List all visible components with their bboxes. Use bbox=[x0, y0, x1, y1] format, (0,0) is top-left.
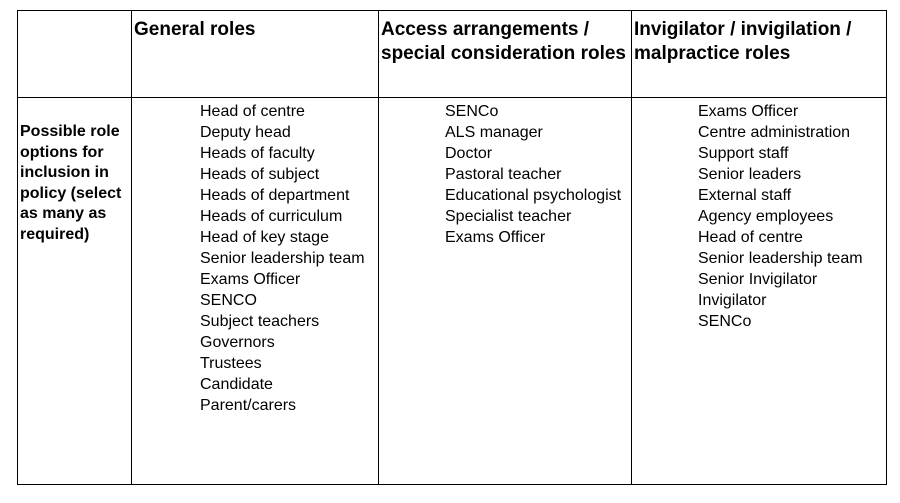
access-roles-header-text: Access arrangements / special consideration roles bbox=[381, 19, 626, 64]
access-role-item: Educational psychologist bbox=[445, 187, 622, 204]
general-role-item: Head of key stage bbox=[200, 229, 329, 246]
invigilation-role-item: Support staff bbox=[698, 145, 789, 162]
general-role-item: Senior leadership team bbox=[200, 250, 365, 267]
access-roles-list bbox=[379, 98, 631, 248]
access-role-item: SENCo bbox=[445, 103, 499, 120]
invigilation-role-item: Head of centre bbox=[698, 229, 803, 246]
corner-cell bbox=[18, 11, 132, 98]
general-role-item: Heads of department bbox=[200, 187, 350, 204]
general-role-item: Governors bbox=[200, 334, 275, 351]
invigilation-role-item: Senior Invigilator bbox=[698, 271, 818, 288]
access-role-item: Exams Officer bbox=[445, 229, 546, 246]
invigilation-role-item: SENCo bbox=[698, 313, 752, 330]
invigilation-role-item: Exams Officer bbox=[698, 103, 799, 120]
general-role-item: Parent/carers bbox=[200, 397, 297, 414]
general-role-item: Heads of subject bbox=[200, 166, 320, 183]
row-label-cell bbox=[18, 98, 132, 485]
general-role-item: Heads of curriculum bbox=[200, 208, 343, 225]
row-label: Possible role options for inclusion in policy (select as many as required) bbox=[20, 123, 122, 243]
invigilation-roles-header-text: Invigilator / invigilation / malpractice roles bbox=[634, 19, 852, 64]
general-roles-list bbox=[132, 98, 378, 416]
invigilation-roles-header bbox=[632, 11, 887, 98]
general-roles-cell bbox=[132, 98, 379, 485]
general-roles-header-text: General roles bbox=[134, 19, 256, 40]
invigilation-roles-cell bbox=[632, 98, 887, 485]
invigilation-role-item: External staff bbox=[698, 187, 792, 204]
general-role-item: Heads of faculty bbox=[200, 145, 315, 162]
general-role-item: Deputy head bbox=[200, 124, 291, 141]
general-role-item: Candidate bbox=[200, 376, 273, 393]
general-role-item: Trustees bbox=[200, 355, 262, 372]
invigilation-role-item: Senior leadership team bbox=[698, 250, 863, 267]
table-row bbox=[18, 98, 887, 485]
invigilation-roles-list bbox=[632, 98, 886, 332]
roles-table bbox=[17, 10, 887, 485]
general-role-item: Exams Officer bbox=[200, 271, 301, 288]
general-roles-header bbox=[132, 11, 379, 98]
general-role-item: Subject teachers bbox=[200, 313, 320, 330]
access-role-item: Pastoral teacher bbox=[445, 166, 562, 183]
table-header-row bbox=[18, 11, 887, 98]
invigilation-role-item: Centre administration bbox=[698, 124, 851, 141]
invigilation-role-item: Invigilator bbox=[698, 292, 767, 309]
general-role-item: SENCO bbox=[200, 292, 257, 309]
access-roles-cell bbox=[379, 98, 632, 485]
access-role-item: Specialist teacher bbox=[445, 208, 572, 225]
general-role-item: Head of centre bbox=[200, 103, 305, 120]
invigilation-role-item: Agency employees bbox=[698, 208, 834, 225]
access-role-item: Doctor bbox=[445, 145, 493, 162]
access-role-item: ALS manager bbox=[445, 124, 543, 141]
invigilation-role-item: Senior leaders bbox=[698, 166, 802, 183]
access-roles-header bbox=[379, 11, 632, 98]
